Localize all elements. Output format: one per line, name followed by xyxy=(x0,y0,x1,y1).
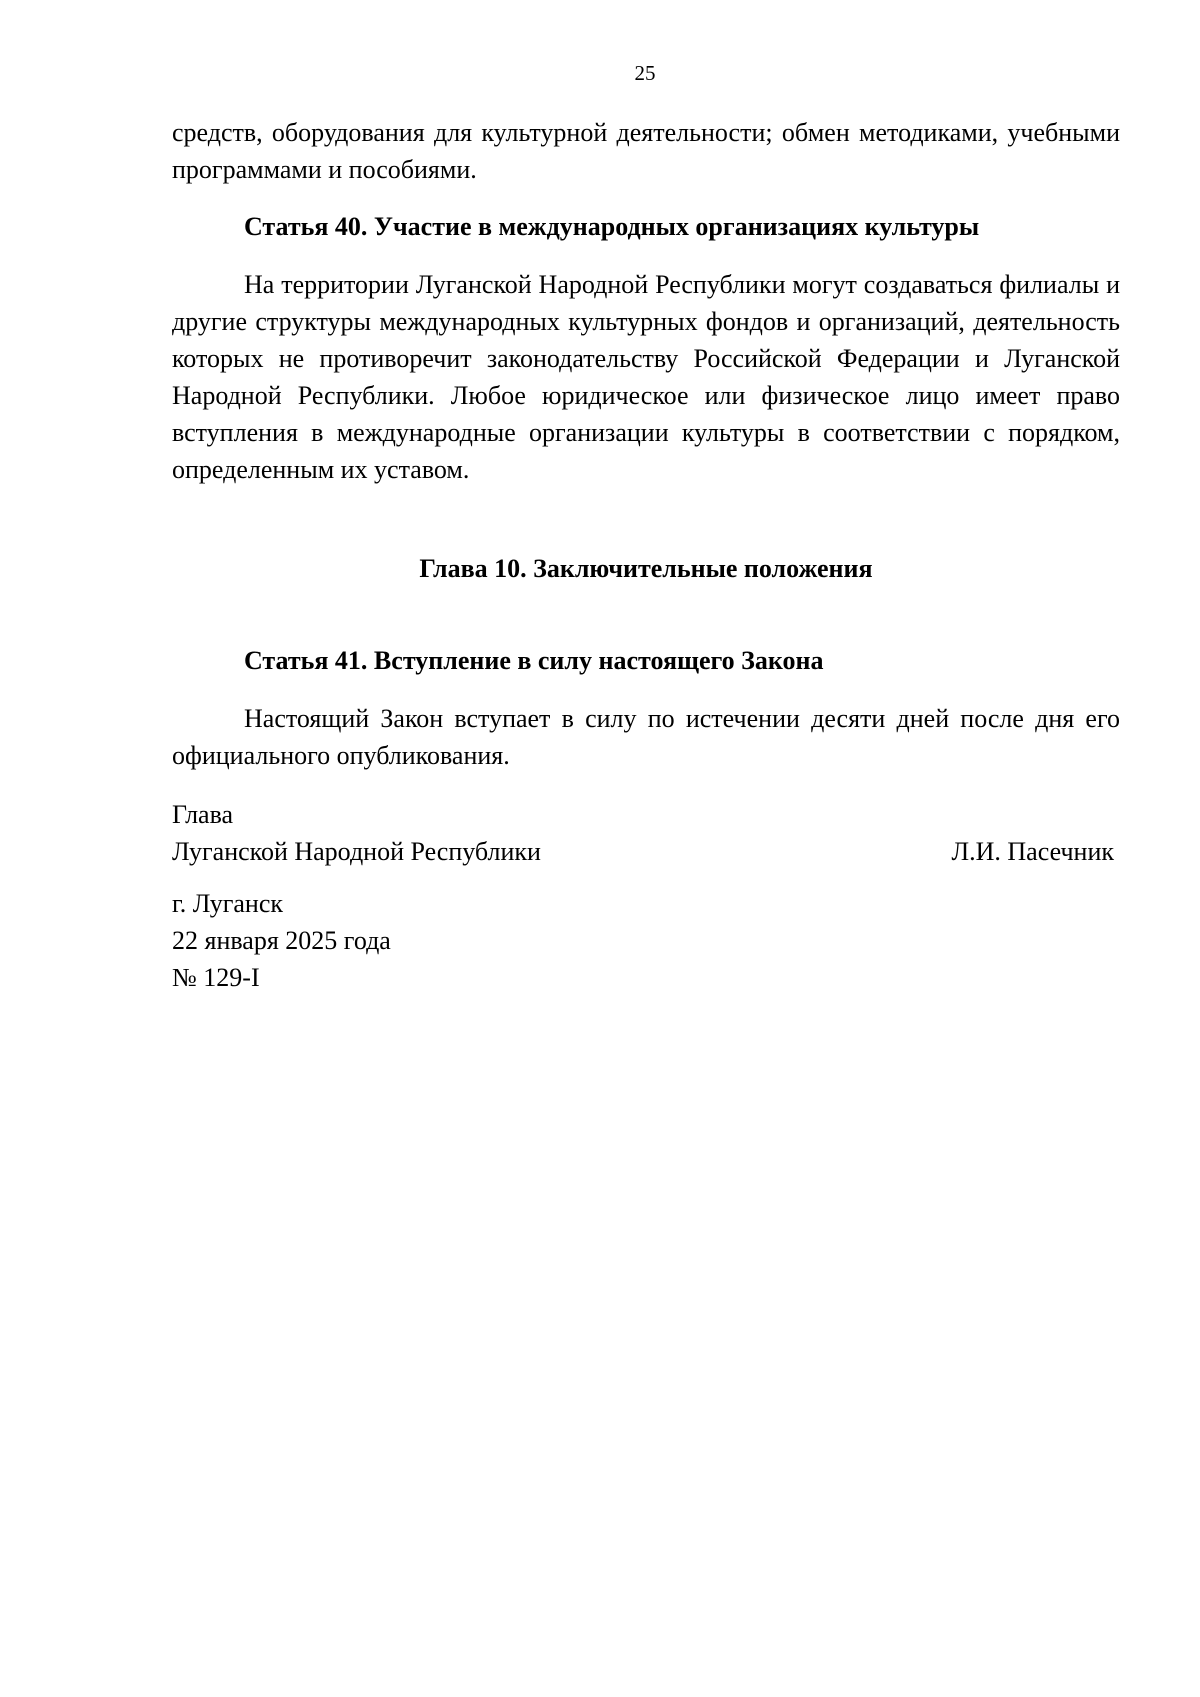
page-number: 25 xyxy=(634,61,656,85)
document-footer xyxy=(172,885,1120,996)
signature-position-line-1: Глава xyxy=(172,800,234,829)
footer-number: № 129-I xyxy=(172,963,260,992)
article-41-title: Статья 41. Вступление в силу настоящего Закона xyxy=(244,646,824,675)
signature-block xyxy=(172,796,1120,870)
chapter-10-heading-block xyxy=(172,550,1120,587)
article-40-text: На территории Луганской Народной Республики могут создаваться филиалы и другие структуры международных культурных фондов и организаций, деятельность которых не противоречит законодательству Российской Федерации и Луганской Народной Республики. Любое юридическое или физическое лицо имеет право вступления в международные организации культуры в соответствии с порядком, определенным их уставом. xyxy=(172,270,1120,484)
article-40-title: Статья 40. Участие в международных организациях культуры xyxy=(244,212,980,241)
signature-row xyxy=(172,833,1120,870)
signatory-name: Л.И. Пасечник xyxy=(951,837,1114,866)
continuation-text: средств, оборудования для культурной деятельности; обмен методиками, учебными программами и пособиями. xyxy=(172,118,1120,184)
article-40-body xyxy=(172,266,1120,488)
article-40-heading-block xyxy=(172,208,1120,245)
signature-position-line-2: Луганской Народной Республики xyxy=(172,837,541,866)
article-41-text: Настоящий Закон вступает в силу по истечении десяти дней после дня его официального опубликования. xyxy=(172,704,1120,770)
continuation-paragraph xyxy=(172,114,1120,188)
footer-date: 22 января 2025 года xyxy=(172,926,391,955)
article-41-body xyxy=(172,700,1120,774)
footer-place: г. Луганск xyxy=(172,889,284,918)
article-41-heading-block xyxy=(172,642,1120,679)
chapter-10-title: Глава 10. Заключительные положения xyxy=(419,554,873,583)
